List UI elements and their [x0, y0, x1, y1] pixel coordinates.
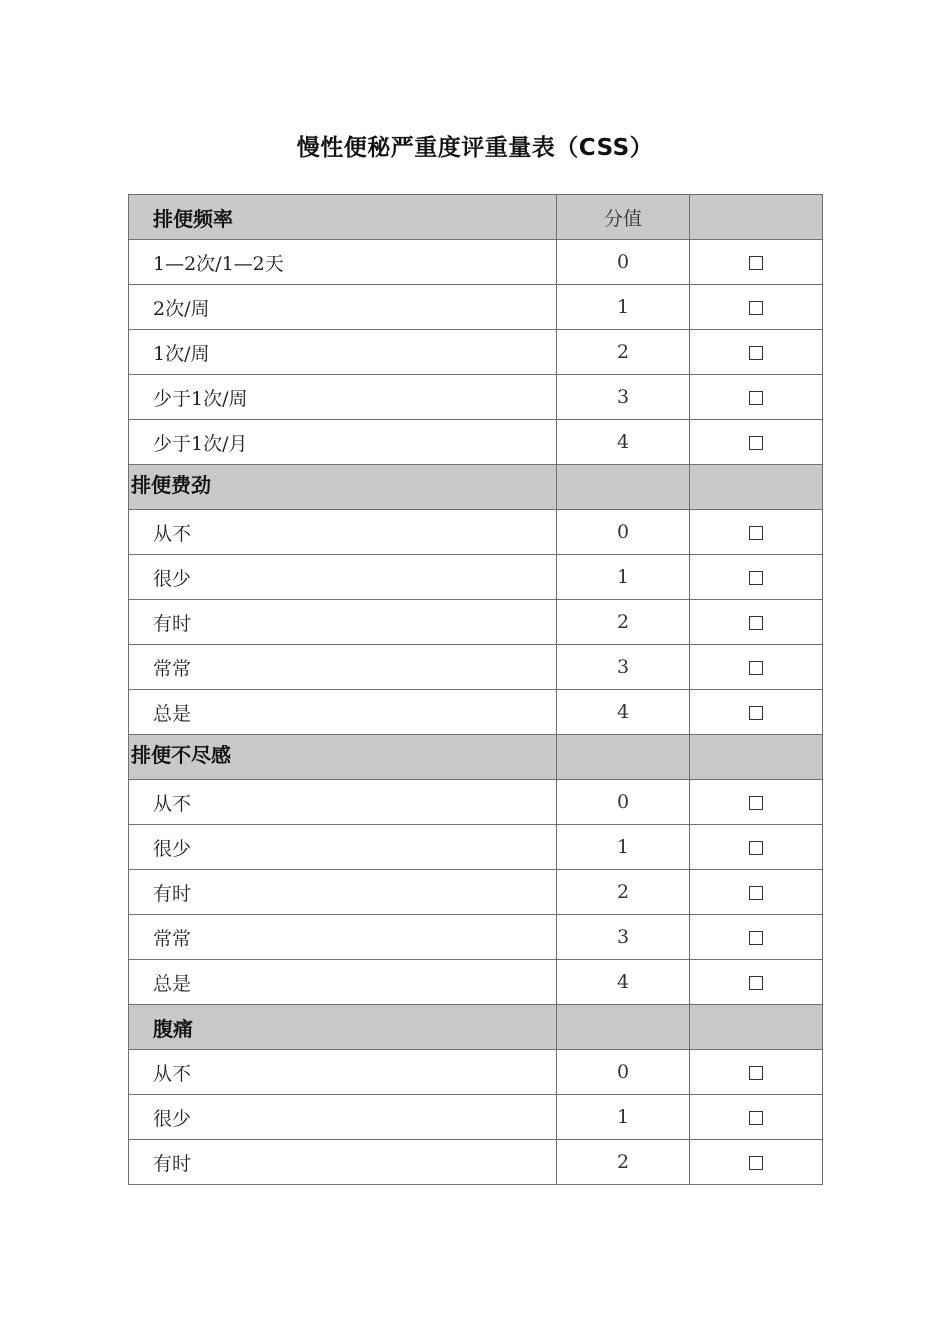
option-label: 少于1次/月: [129, 420, 557, 465]
option-label: 1次/周: [129, 330, 557, 375]
option-checkbox-cell: [690, 1140, 823, 1185]
option-row: [129, 285, 823, 330]
option-label: 总是: [129, 960, 557, 1005]
option-checkbox-cell: [690, 420, 823, 465]
checkbox[interactable]: [749, 976, 763, 990]
option-score: 1: [557, 555, 690, 600]
option-checkbox-cell: [690, 780, 823, 825]
option-row: [129, 915, 823, 960]
option-checkbox-cell: [690, 285, 823, 330]
option-checkbox-cell: [690, 825, 823, 870]
checkbox[interactable]: [749, 346, 763, 360]
option-row: [129, 645, 823, 690]
checkbox[interactable]: [749, 616, 763, 630]
option-row: [129, 870, 823, 915]
option-label: 很少: [129, 1095, 557, 1140]
option-row: [129, 600, 823, 645]
option-score: 3: [557, 915, 690, 960]
option-row: [129, 960, 823, 1005]
checkbox[interactable]: [749, 796, 763, 810]
option-checkbox-cell: [690, 960, 823, 1005]
option-score: 3: [557, 645, 690, 690]
checkbox[interactable]: [749, 526, 763, 540]
option-checkbox-cell: [690, 1095, 823, 1140]
checkbox[interactable]: [749, 661, 763, 675]
option-checkbox-cell: [690, 870, 823, 915]
option-label: 从不: [129, 1050, 557, 1095]
option-row: [129, 375, 823, 420]
option-score: 1: [557, 285, 690, 330]
section-title: 排便不尽感: [129, 735, 557, 780]
option-checkbox-cell: [690, 240, 823, 285]
option-label: 很少: [129, 555, 557, 600]
option-label: 1—2次/1—2天: [129, 240, 557, 285]
option-score: 1: [557, 825, 690, 870]
option-label: 总是: [129, 690, 557, 735]
section-header-row: [129, 195, 823, 240]
section-header-row: [129, 735, 823, 780]
checkbox-column-header: [690, 195, 823, 240]
option-score: 4: [557, 420, 690, 465]
option-label: 少于1次/周: [129, 375, 557, 420]
option-score: 3: [557, 375, 690, 420]
option-row: [129, 1140, 823, 1185]
option-row: [129, 1050, 823, 1095]
document-title: 慢性便秘严重度评重量表（CSS）: [296, 135, 654, 161]
option-score: 2: [557, 600, 690, 645]
option-score: 4: [557, 960, 690, 1005]
option-checkbox-cell: [690, 375, 823, 420]
option-score: 2: [557, 870, 690, 915]
section-header-row: [129, 1005, 823, 1050]
option-row: [129, 240, 823, 285]
option-label: 2次/周: [129, 285, 557, 330]
option-row: [129, 690, 823, 735]
checkbox[interactable]: [749, 886, 763, 900]
section-score-blank: [557, 1005, 690, 1050]
checkbox[interactable]: [749, 301, 763, 315]
option-checkbox-cell: [690, 645, 823, 690]
checkbox[interactable]: [749, 931, 763, 945]
option-checkbox-cell: [690, 1050, 823, 1095]
option-score: 0: [557, 1050, 690, 1095]
section-check-blank: [690, 1005, 823, 1050]
option-checkbox-cell: [690, 510, 823, 555]
score-column-header: 分值: [557, 195, 690, 240]
option-checkbox-cell: [690, 915, 823, 960]
option-checkbox-cell: [690, 600, 823, 645]
option-row: [129, 555, 823, 600]
option-row: [129, 825, 823, 870]
option-label: 从不: [129, 780, 557, 825]
option-score: 2: [557, 330, 690, 375]
checkbox[interactable]: [749, 1156, 763, 1170]
css-scale-table: [128, 194, 823, 1185]
option-row: [129, 780, 823, 825]
checkbox[interactable]: [749, 256, 763, 270]
section-title: 腹痛: [129, 1005, 557, 1050]
option-score: 4: [557, 690, 690, 735]
option-score: 2: [557, 1140, 690, 1185]
checkbox[interactable]: [749, 1066, 763, 1080]
option-row: [129, 1095, 823, 1140]
option-score: 0: [557, 240, 690, 285]
option-score: 0: [557, 780, 690, 825]
option-score: 0: [557, 510, 690, 555]
page-bottom-margin: [0, 1208, 950, 1344]
option-label: 有时: [129, 870, 557, 915]
section-check-blank: [690, 735, 823, 780]
checkbox[interactable]: [749, 841, 763, 855]
option-label: 从不: [129, 510, 557, 555]
section-score-blank: [557, 735, 690, 780]
section-header-row: [129, 465, 823, 510]
option-label: 有时: [129, 1140, 557, 1185]
option-row: [129, 330, 823, 375]
option-checkbox-cell: [690, 690, 823, 735]
option-label: 有时: [129, 600, 557, 645]
section-title: 排便费劲: [129, 465, 557, 510]
checkbox[interactable]: [749, 571, 763, 585]
option-row: [129, 420, 823, 465]
section-check-blank: [690, 465, 823, 510]
option-checkbox-cell: [690, 555, 823, 600]
option-label: 很少: [129, 825, 557, 870]
section-score-blank: [557, 465, 690, 510]
checkbox[interactable]: [749, 391, 763, 405]
option-label: 常常: [129, 915, 557, 960]
option-row: [129, 510, 823, 555]
checkbox[interactable]: [749, 436, 763, 450]
checkbox[interactable]: [749, 706, 763, 720]
section-title: 排便频率: [129, 195, 557, 240]
option-label: 常常: [129, 645, 557, 690]
option-checkbox-cell: [690, 330, 823, 375]
option-score: 1: [557, 1095, 690, 1140]
checkbox[interactable]: [749, 1111, 763, 1125]
